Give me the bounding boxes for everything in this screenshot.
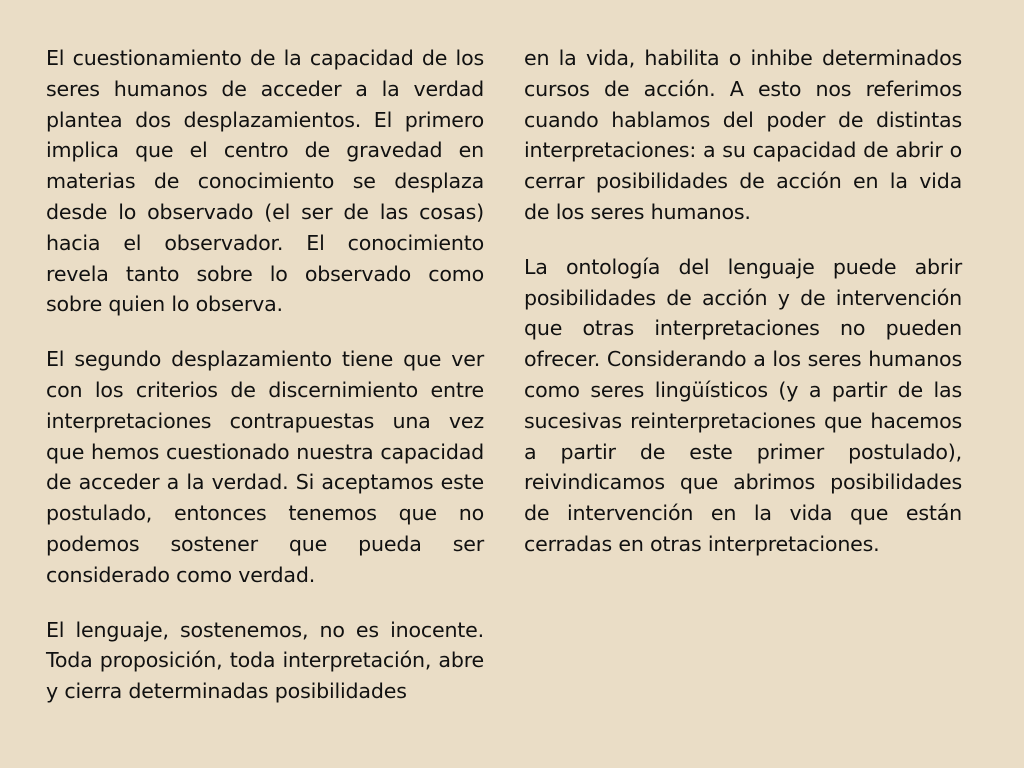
paragraph-lenguaje-no-inocente: El lenguaje, sostenemos, no es inocente. Toda proposición, toda interpretación, abre y cierra determinadas posibilidades xyxy=(46,617,484,704)
paragraph-segundo-desplazamiento: El segundo desplazamiento tiene que ver con los criterios de discernimiento entre interpretaciones contrapuestas una vez que hemos cuestionado nuestra capacidad de acceder a la verdad. Si aceptamos este postulado, entonces tenemos que no podemos sostener que pueda ser considerado como verdad. xyxy=(46,347,484,587)
left-text-column xyxy=(46,43,484,707)
paragraph-cuestionamiento: El cuestionamiento de la capacidad de los seres humanos de acceder a la verdad plantea dos desplazamientos. El primero implica que el centro de gravedad en materias de conocimiento se desplaza desde lo observado (el ser de las cosas) hacia el observador. El conocimiento revela tanto sobre lo observado como sobre quien lo observa. xyxy=(46,46,484,317)
paragraph-ontologia-lenguaje: La ontología del lenguaje puede abrir posibilidades de acción y de intervención que otras interpretaciones no pueden ofrecer. Considerando a los seres humanos como seres lingüísticos (y a partir de las sucesivas reinterpretaciones que hacemos a partir de este primer postulado), reivindicamos que abrimos posibilidades de intervención en la vida que están cerradas en otras interpretaciones. xyxy=(524,254,962,556)
right-text-column xyxy=(524,43,962,560)
paragraph-poder-interpretaciones: en la vida, habilita o inhibe determinados cursos de acción. A esto nos referimos cuando hablamos del poder de distintas interpretaciones: a su capacidad de abrir o cerrar posibilidades de acción en la vida de los seres humanos. xyxy=(524,46,962,224)
